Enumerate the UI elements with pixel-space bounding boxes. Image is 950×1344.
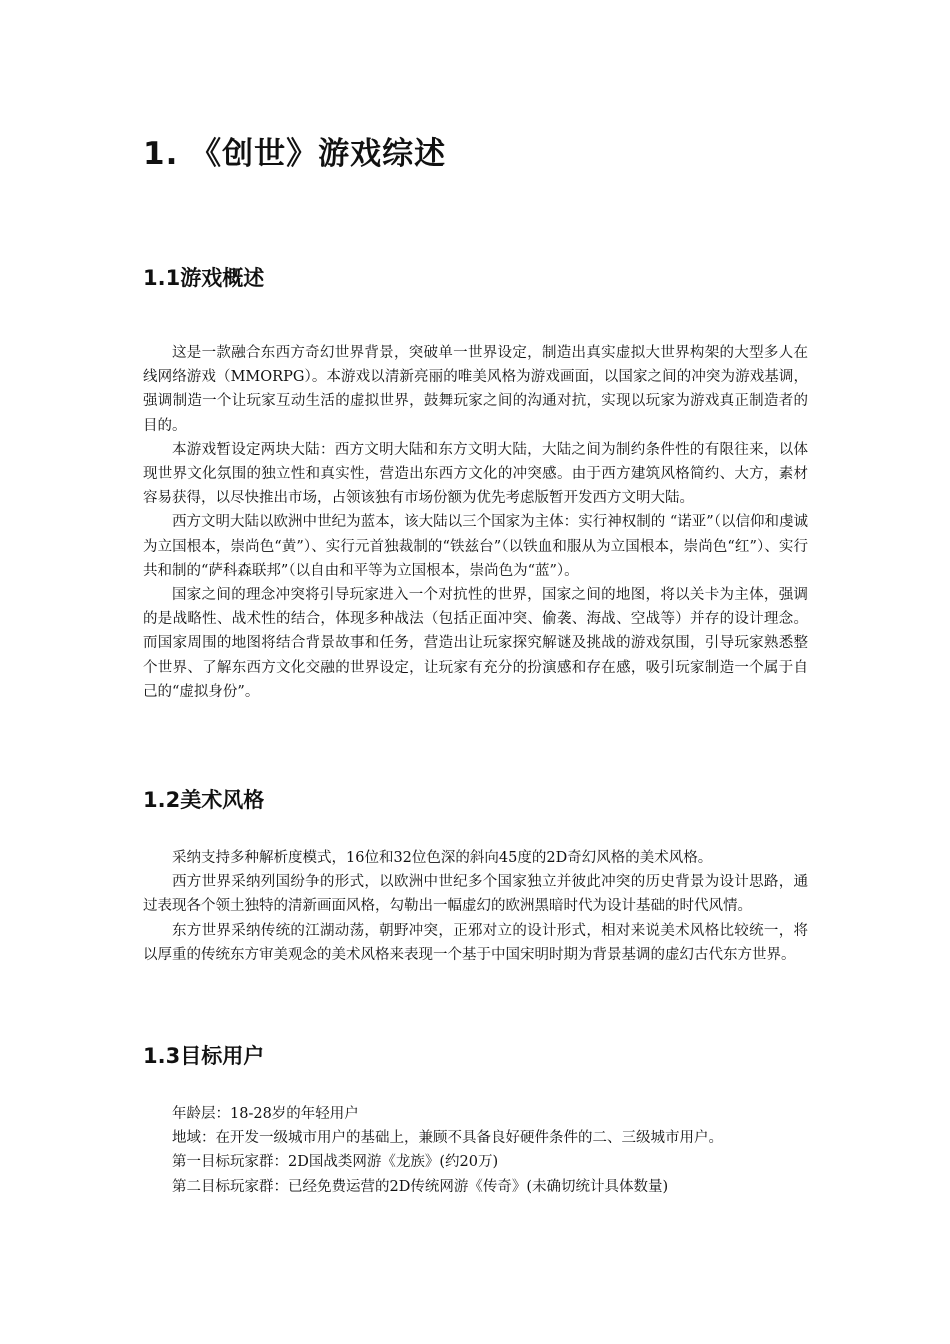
paragraph: 国家之间的理念冲突将引导玩家进入一个对抗性的世界，国家之间的地图，将以关卡为主体，强调的是战略性、战术性的结合，体现多种战法（包括正面冲突、偷袭、海战、空战等）并存的设计理念。而国家周围的地图将结合背景故事和任务，营造出让玩家探究解谜及挑战的游戏氛围，引导玩家熟悉整个世界、了解东西方文化交融的世界设定，让玩家有充分的扮演感和存在感，吸引玩家制造一个属于自己的“虚拟身份”。 <box>143 587 808 700</box>
section-heading-target-users: 1.3目标用户 <box>143 1044 265 1068</box>
paragraph: 东方世界采纳传统的江湖动荡，朝野冲突，正邪对立的设计形式，相对来说美术风格比较统一，将以厚重的传统东方审美观念的美术风格来表现一个基于中国宋明时期为背景基调的虚幻古代东方世界。 <box>143 922 808 963</box>
list-item: 年龄层：18-28岁的年轻用户 <box>172 1106 359 1122</box>
section-body-overview <box>143 341 808 704</box>
paragraph: 西方世界采纳列国纷争的形式，以欧洲中世纪多个国家独立并彼此冲突的历史背景为设计思路，通过表现各个领土独特的清新画面风格，勾勒出一幅虚幻的欧洲黑暗时代为设计基础的时代风情。 <box>143 874 808 915</box>
section-body-art-style <box>143 846 808 967</box>
section-body-target-users <box>143 1102 808 1199</box>
section-heading-overview: 1.1游戏概述 <box>143 266 265 290</box>
paragraph: 采纳支持多种解析度模式，16位和32位色深的斜向45度的2D奇幻风格的美术风格。 <box>172 850 713 866</box>
list-item: 第二目标玩家群：已经免费运营的2D传统网游《传奇》(未确切统计具体数量) <box>172 1178 669 1195</box>
paragraph: 这是一款融合东西方奇幻世界背景，突破单一世界设定，制造出真实虚拟大世界构架的大型多人在线网络游戏（MMORPG）。本游戏以清新亮丽的唯美风格为游戏画面，以国家之间的冲突为游戏基调，强调制造一个让玩家互动生活的虚拟世界，鼓舞玩家之间的沟通对抗，实现以玩家为游戏真正制造者的目的。 <box>143 345 808 434</box>
paragraph: 本游戏暂设定两块大陆：西方文明大陆和东方文明大陆，大陆之间为制约条件性的有限往来，以体现世界文化氛围的独立性和真实性，营造出东西方文化的冲突感。由于西方建筑风格简约、大方，素材容易获得，以尽快推出市场，占领该独有市场份额为优先考虑版暂开发西方文明大陆。 <box>143 441 808 507</box>
list-item: 第一目标玩家群：2D国战类网游《龙族》(约20万) <box>172 1154 499 1171</box>
paragraph: 西方文明大陆以欧洲中世纪为蓝本，该大陆以三个国家为主体：实行神权制的 “诺亚”（以信仰和虔诚为立国根本，崇尚色“黄”）、实行元首独裁制的“铁兹台”（以铁血和服从为立国根本，崇尚色“红”）、实行共和制的“萨科森联邦”（以自由和平等为立国根本，崇尚色为“蓝”）。 <box>143 514 808 579</box>
list-item: 地域：在开发一级城市用户的基础上，兼顾不具备良好硬件条件的二、三级城市用户。 <box>172 1130 723 1147</box>
section-heading-art-style: 1.2美术风格 <box>143 788 265 812</box>
document-title: 1. 《创世》游戏综述 <box>143 136 447 172</box>
